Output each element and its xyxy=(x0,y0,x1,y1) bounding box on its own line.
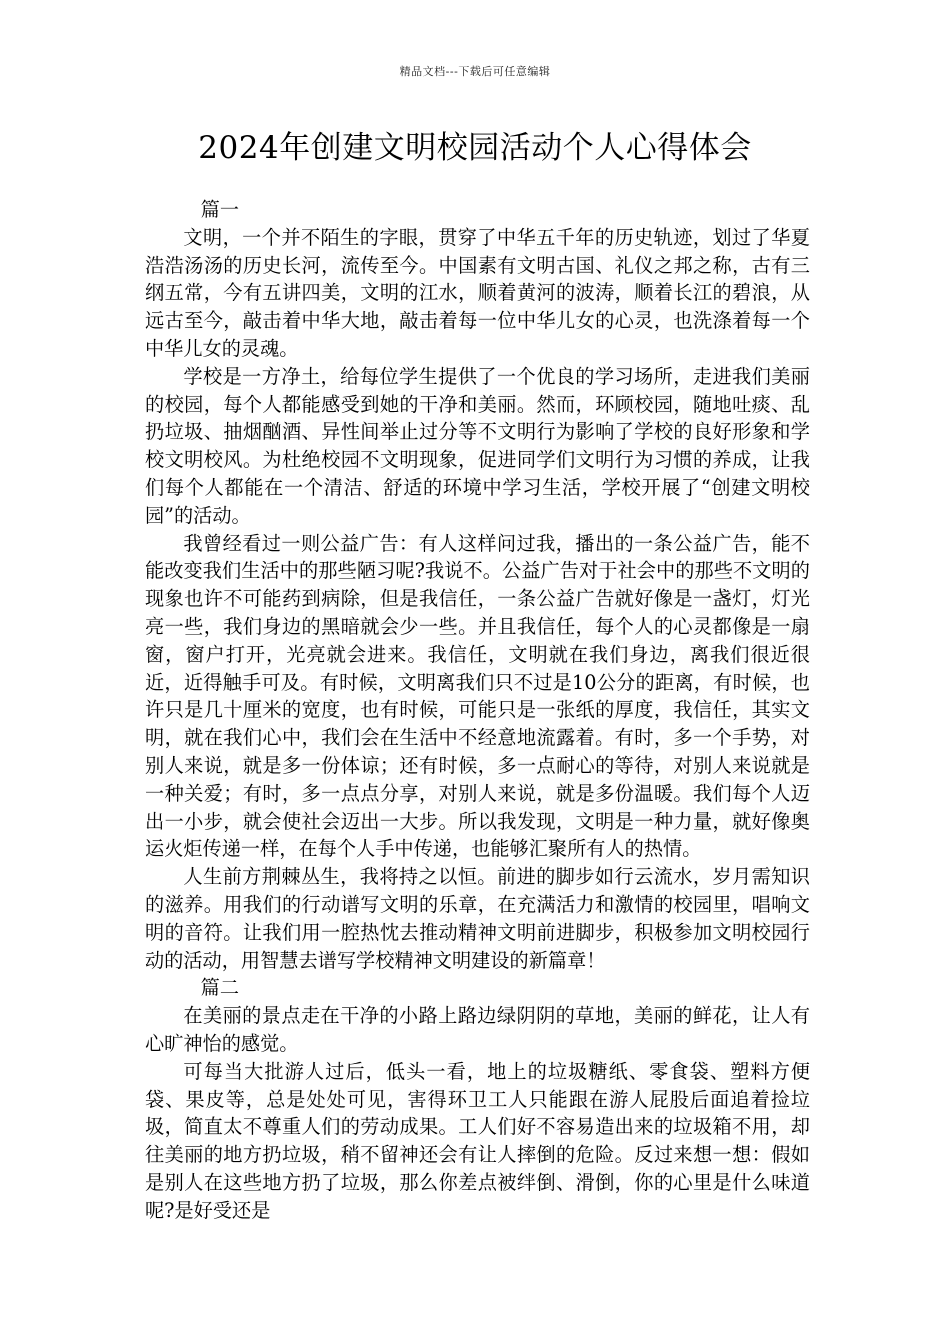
header-note: 精品文档---下载后可任意编辑 xyxy=(399,65,551,78)
paragraph: 可每当大批游人过后，低头一看，地上的垃圾糖纸、零食袋、塑料方便袋、果皮等，总是处处可见，害得环卫工人只能跟在游人屁股后面追着捡垃圾，简直太不尊重人们的劳动成果。工人们好不容易造出来的垃圾箱不用，却往美丽的地方扔垃圾，稍不留神还会有让人摔倒的危险。反过来想一想：假如是别人在这些地方扔了垃圾，那么你差点被绊倒、滑倒，你的心里是什么味道呢?是好受还是 xyxy=(145,1059,810,1222)
page-title: 2024年创建文明校园活动个人心得体会 xyxy=(198,130,752,166)
paragraph: 在美丽的景点走在干净的小路上路边绿阴阴的草地，美丽的鲜花，让人有心旷神怡的感觉。 xyxy=(145,1004,810,1055)
document-body xyxy=(145,196,810,1224)
section-label: 篇一 xyxy=(200,198,240,221)
paragraph: 学校是一方净土，给每位学生提供了一个优良的学习场所，走进我们美丽的校园，每个人都能感受到她的干净和美丽。然而，环顾校园，随地吐痰、乱扔垃圾、抽烟酗酒、异性间举止过分等不文明行为影响了学校的良好形象和学校文明校风。为杜绝校园不文明现象，促进同学们文明行为习惯的养成，让我们每个人都能在一个清洁、舒适的环境中学习生活，学校开展了“创建文明校园”的活动。 xyxy=(145,364,810,527)
paragraph: 我曾经看过一则公益广告：有人这样问过我，播出的一条公益广告，能不能改变我们生活中的那些陋习呢?我说不。公益广告对于社会中的那些不文明的现象也许不可能药到病除，但是我信任，一条公益广告就好像是一盏灯，灯光亮一些，我们身边的黑暗就会少一些。并且我信任，每个人的心灵都像是一扇窗，窗户打开，光亮就会进来。我信任，文明就在我们身边，离我们很近很近，近得触手可及。有时候，文明离我们只不过是10公分的距离，有时候，也许只是几十厘米的宽度，也有时候，可能只是一张纸的厚度，我信任，其实文明，就在我们心中，我们会在生活中不经意地流露着。有时，多一个手势，对别人来说，就是多一份体谅；还有时候，多一点耐心的等待，对别人来说就是一种关爱；有时，多一点点分享，对别人来说，就是多份温暖。我们每个人迈出一小步，就会使社会迈出一大步。所以我发现，文明是一种力量，就好像奥运火炬传递一样，在每个人手中传递，也能够汇聚所有人的热情。 xyxy=(145,531,810,861)
paragraph: 文明，一个并不陌生的字眼，贯穿了中华五千年的历史轨迹，划过了华夏浩浩汤汤的历史长河，流传至今。中国素有文明古国、礼仪之邦之称，古有三纲五常，今有五讲四美，文明的江水，顺着黄河的波涛，顺着长江的碧浪，从远古至今，敲击着中华大地，敲击着每一位中华儿女的心灵，也洗涤着每一个中华儿女的灵魂。 xyxy=(145,225,810,360)
section-label: 篇二 xyxy=(200,976,240,1000)
paragraph: 人生前方荆棘丛生，我将持之以恒。前进的脚步如行云流水，岁月需知识的滋养。用我们的行动谱写文明的乐章，在充满活力和激情的校园里，唱响文明的音符。让我们用一腔热忱去推动精神文明前进脚步，积极参加文明校园行动的活动，用智慧去谱写学校精神文明建设的新篇章！ xyxy=(145,865,810,972)
